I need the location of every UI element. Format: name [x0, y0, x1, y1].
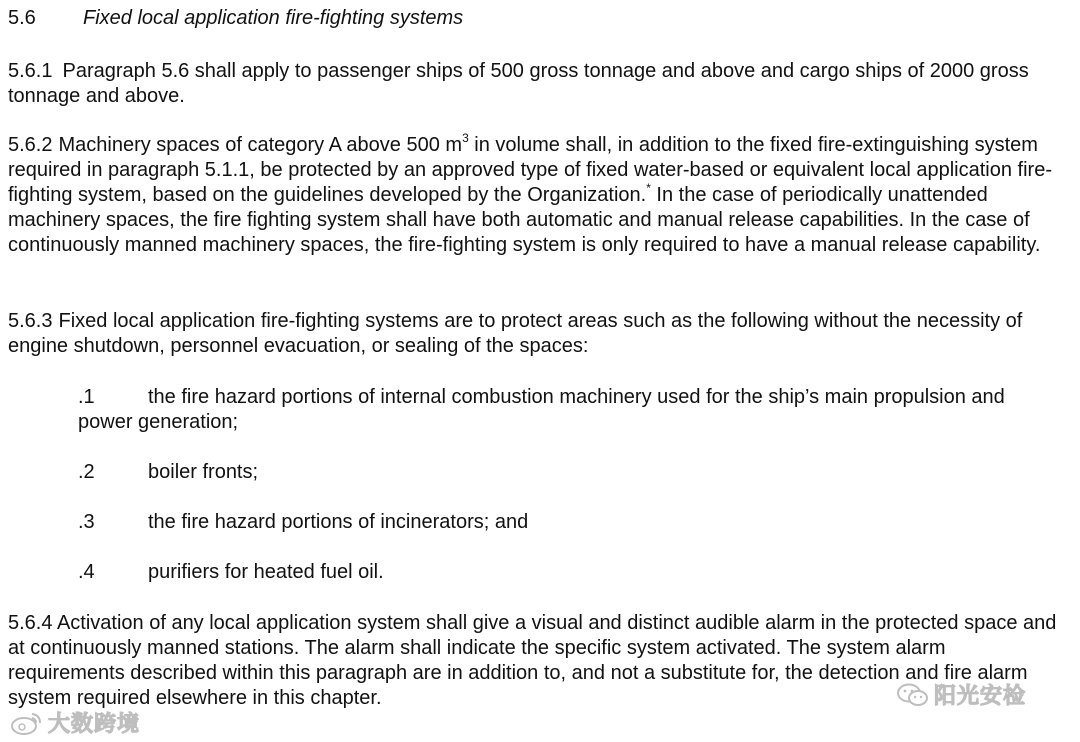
paragraph-text: Fixed local application fire-fighting systems are to protect areas such as the following without the necessity of engine shutdown, personnel evacuation, or sealing of the spaces:	[8, 310, 1023, 357]
watermark-right	[896, 679, 1026, 710]
footnote-mark[interactable]: *	[646, 181, 651, 195]
watermark-right-text: 阳光安检	[934, 684, 1027, 709]
list-item-text: purifiers for heated fuel oil.	[148, 561, 384, 583]
list-item	[78, 560, 1062, 585]
paragraph-5-6-3	[8, 309, 1062, 359]
section-number: 5.6	[8, 7, 36, 29]
superscript-cubed: 3	[462, 131, 469, 145]
paragraph-text: Machinery spaces of category A above 500 m	[58, 134, 463, 156]
paragraph-5-6-1	[8, 59, 1062, 109]
list-item-number: .4	[78, 561, 95, 583]
weibo-icon	[10, 710, 44, 736]
paragraph-number: 5.6.2	[8, 134, 53, 156]
watermark-left	[10, 707, 140, 738]
list-item	[78, 510, 1062, 535]
watermark-left-text: 大数跨境	[48, 712, 141, 737]
paragraph-text-continued: In the case of periodically unattended machinery spaces, the fire fighting system shall have both automatic and manual release capabilities. In the case of continuously manned machinery spaces, the fire-fighting system is only required to have a manual release capability.	[8, 184, 1041, 256]
section-heading	[8, 6, 1062, 31]
paragraph-number: 5.6.4	[8, 612, 53, 634]
list-item	[78, 460, 1062, 485]
list-item-number: .2	[78, 461, 95, 483]
paragraph-number: 5.6.1	[8, 60, 53, 82]
list-item-number: .3	[78, 511, 95, 533]
paragraph-text-continued: in volume shall, in addition to the fixed fire-extinguishing system required in paragraph 5.1.1, be protected by an approved type of fixed water-based or equivalent local application fire-fighting system, based on the guidelines developed by the Organization.	[8, 134, 1052, 206]
list-item-text: the fire hazard portions of internal combustion machinery used for the ship’s main propulsion and power generation;	[78, 386, 1005, 433]
wechat-icon	[896, 682, 930, 708]
paragraph-number: 5.6.3	[8, 310, 53, 332]
list-item-text: the fire hazard portions of incinerators; and	[148, 511, 529, 533]
list-item-number: .1	[78, 386, 95, 408]
section-title: Fixed local application fire-fighting systems	[83, 7, 464, 29]
paragraph-text: Activation of any local application system shall give a visual and distinct audible alarm in the protected space and at continuously manned stations. The alarm shall indicate the specific system activated. The system alarm requirements described within this paragraph are in addition to, and not a substitute for, the detection and fire alarm system required elsewhere in this chapter.	[8, 612, 1057, 709]
paragraph-5-6-2	[8, 133, 1062, 258]
paragraph-text: Paragraph 5.6 shall apply to passenger ships of 500 gross tonnage and above and cargo ships of 2000 gross tonnage and above.	[8, 60, 1029, 107]
list-item	[78, 385, 1062, 435]
list-item-text: boiler fronts;	[148, 461, 259, 483]
